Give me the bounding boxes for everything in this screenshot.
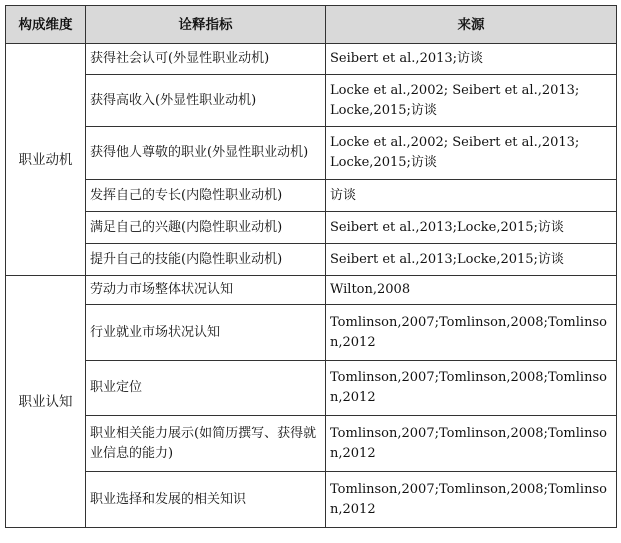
source-cell: Tomlinson,2007;Tomlinson,2008;Tomlinson,2012 bbox=[326, 305, 617, 361]
indicator-cell: 提升自己的技能(内隐性职业动机) bbox=[86, 244, 326, 276]
indicator-cell: 职业定位 bbox=[86, 361, 326, 416]
header-dimension: 构成维度 bbox=[6, 6, 86, 44]
indicator-cell: 获得高收入(外显性职业动机) bbox=[86, 75, 326, 127]
source-cell: Locke et al.,2002; Seibert et al.,2013; Locke,2015;访谈 bbox=[326, 127, 617, 180]
indicator-cell: 发挥自己的专长(内隐性职业动机) bbox=[86, 180, 326, 212]
indicator-cell: 满足自己的兴趣(内隐性职业动机) bbox=[86, 212, 326, 244]
source-cell: Tomlinson,2007;Tomlinson,2008;Tomlinson,2012 bbox=[326, 361, 617, 416]
document-table-container bbox=[5, 5, 616, 528]
career-dimension-table bbox=[5, 5, 617, 528]
header-indicator: 诠释指标 bbox=[86, 6, 326, 44]
indicator-cell: 职业相关能力展示(如简历撰写、获得就业信息的能力) bbox=[86, 416, 326, 472]
source-cell: Tomlinson,2007;Tomlinson,2008;Tomlinson,2012 bbox=[326, 416, 617, 472]
source-cell: Seibert et al.,2013;Locke,2015;访谈 bbox=[326, 212, 617, 244]
dimension-cell-cognition: 职业认知 bbox=[6, 276, 86, 528]
source-cell: Seibert et al.,2013;访谈 bbox=[326, 44, 617, 75]
source-cell: Tomlinson,2007;Tomlinson,2008;Tomlinson,2012 bbox=[326, 472, 617, 528]
source-cell: Seibert et al.,2013;Locke,2015;访谈 bbox=[326, 244, 617, 276]
table-row bbox=[6, 212, 617, 244]
table-row bbox=[6, 127, 617, 180]
table-row bbox=[6, 276, 617, 305]
indicator-cell: 行业就业市场状况认知 bbox=[86, 305, 326, 361]
source-cell: Locke et al.,2002; Seibert et al.,2013; Locke,2015;访谈 bbox=[326, 75, 617, 127]
source-cell: 访谈 bbox=[326, 180, 617, 212]
indicator-cell: 获得社会认可(外显性职业动机) bbox=[86, 44, 326, 75]
table-row bbox=[6, 361, 617, 416]
table-header-row bbox=[6, 6, 617, 44]
indicator-cell: 获得他人尊敬的职业(外显性职业动机) bbox=[86, 127, 326, 180]
table-row bbox=[6, 305, 617, 361]
dimension-cell-motivation: 职业动机 bbox=[6, 44, 86, 276]
source-cell: Wilton,2008 bbox=[326, 276, 617, 305]
indicator-cell: 劳动力市场整体状况认知 bbox=[86, 276, 326, 305]
table-row bbox=[6, 244, 617, 276]
indicator-cell: 职业选择和发展的相关知识 bbox=[86, 472, 326, 528]
table-row bbox=[6, 416, 617, 472]
table-row bbox=[6, 180, 617, 212]
table-row bbox=[6, 472, 617, 528]
table-row bbox=[6, 44, 617, 75]
table-row bbox=[6, 75, 617, 127]
header-source: 来源 bbox=[326, 6, 617, 44]
